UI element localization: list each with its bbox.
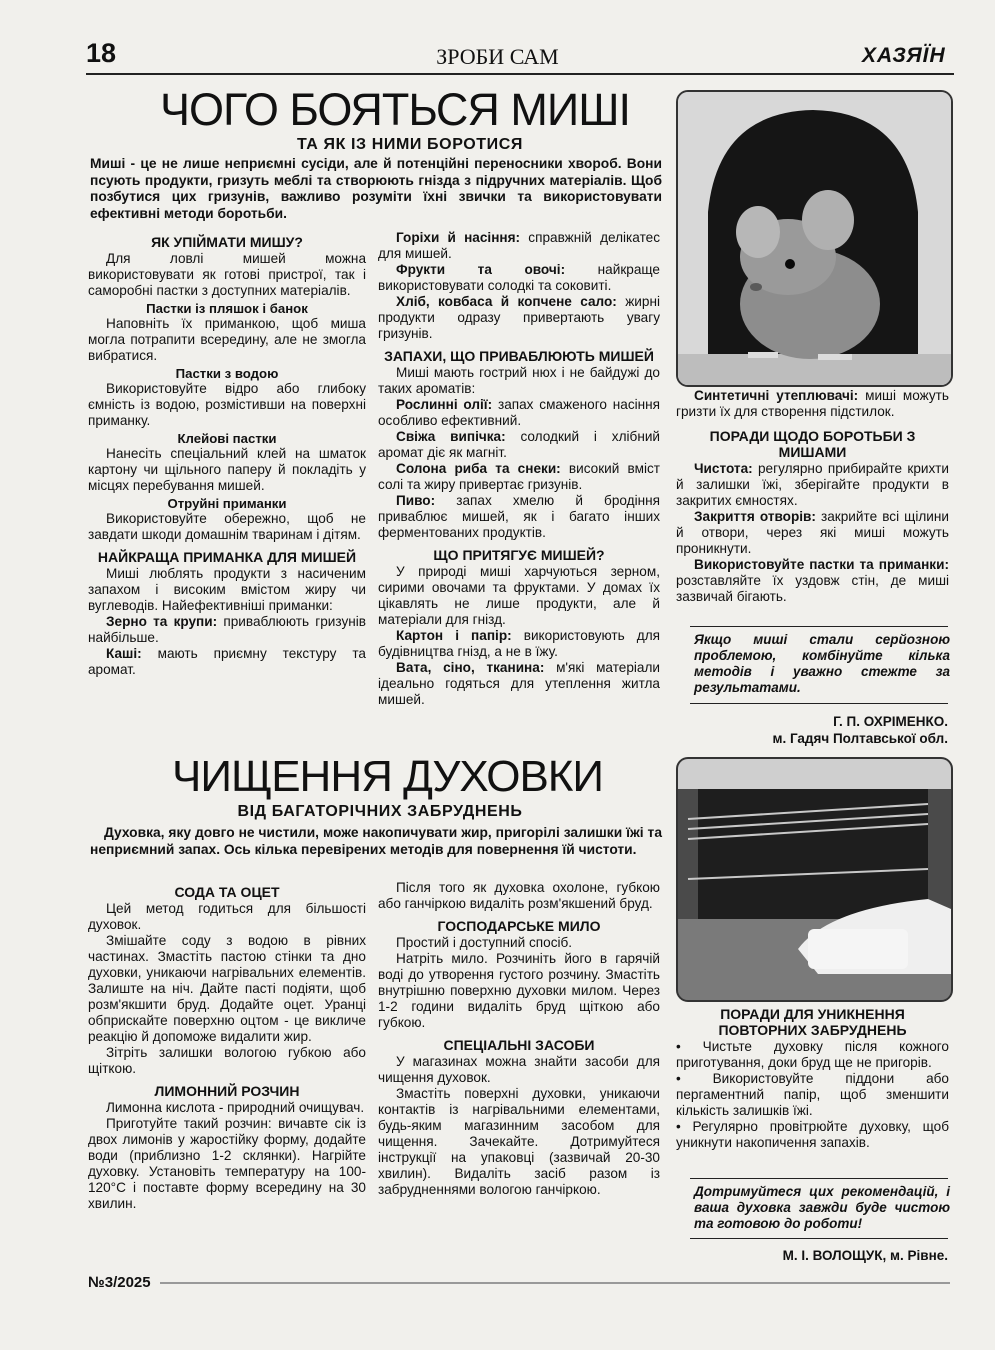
paragraph: Натріть мило. Розчиніть його в гарячій воді до утворення густого розчину. Змастіть внутрішню поверхню духовки милом. Через 1-2 години видаліть бруд щіткою або губкою. [378, 951, 660, 1030]
paragraph: Пиво: запах хмелю й бродіння приваблює мишей, як і багато інших ферментованих продуктів. [378, 493, 660, 540]
bullet-item: • Використовуйте піддони або пергаментний папір, щоб зменшити кількість залишків їжі. [676, 1071, 949, 1118]
paragraph: Для ловлі мишей можна використовувати як готові пристрої, так і саморобні пастки з доступних матеріалів. [88, 251, 366, 298]
paragraph: Картон і папір: використовують для будівництва гнізд, а не в їжу. [378, 628, 661, 659]
paragraph: Приготуйте такий розчин: вичавте сік із двох лимонів у жаростійку форму, додайте води (приблизно 1-2 склянки). Нагрійте духовку. Установіть температуру на 100-120°C і поставте форму всередину на 30 хвилин. [88, 1116, 366, 1211]
article2-column-2 [378, 880, 660, 1198]
paragraph: У природі миші харчуються зерном, сирими овочами та фруктами. У домах їх цікавлять не лише продукти, але й матеріали для гнізд. [378, 564, 660, 627]
article1-subtitle: ТА ЯК ІЗ НИМИ БОРОТИСЯ [296, 136, 524, 153]
article2-subtitle: ВІД БАГАТОРІЧНИХ ЗАБРУДНЕНЬ [237, 803, 523, 820]
article2-column-1 [88, 880, 366, 1212]
paragraph: Використовуйте пастки та приманки: розставляйте їх уздовж стін, де миші зазвичай бігають. [676, 557, 949, 604]
heading-attracts: ЩО ПРИТЯГУЄ МИШЕЙ? [433, 547, 605, 563]
note2-rule-bottom [690, 1238, 948, 1239]
paragraph: Лимонна кислота - природний очищувач. [106, 1100, 365, 1115]
paragraph: Змішайте соду з водою в рівних частинах. Змастіть пастою стінки та дно духовки, уникаючи нагрівальних елементів. Залиште на ніч. Дайте пасті подіяти, щоб розм'якшити бруд. Додайте оцет. Уранці обприскайте поверхню оцтом - це викличе реакцію й допоможе видалити жир. [88, 933, 366, 1044]
page-number: 18 [86, 38, 117, 68]
paragraph: Наповніть їх приманкою, щоб миша могла потрапити всередину, але не змогла вибратися. [88, 316, 366, 363]
paragraph: Простий і доступний спосіб. [396, 935, 573, 950]
paragraph: Нанесіть спеціальний клей на шматок картону чи щільного паперу й покладіть у місцях перебування мишей. [88, 446, 366, 493]
oven-illustration [678, 759, 951, 1000]
note2-rule-top [690, 1178, 948, 1179]
heading-soap: ГОСПОДАРСЬКЕ МИЛО [437, 918, 601, 934]
article2-title: ЧИЩЕННЯ ДУХОВКИ [172, 752, 604, 801]
paragraph: Синтетичні утеплювачі: миші можуть гризти їх для створення підстилок. [676, 388, 949, 419]
paragraph: Фрукти та овочі: найкраще використовувати солодкі та соковиті. [378, 262, 660, 293]
oven-photo [676, 757, 953, 1002]
paragraph: Зерно та крупи: приваблюють гризунів найбільше. [88, 614, 366, 645]
article1-column-3 [676, 388, 949, 605]
heading-lemon: ЛИМОННИЙ РОЗЧИН [154, 1083, 300, 1099]
paragraph: Зітріть залишки вологою губкою або щіткою. [88, 1045, 366, 1076]
paragraph: Після того як духовка охолоне, губкою або ганчіркою видаліть розм'якшений бруд. [378, 880, 660, 911]
paragraph: Миші люблять продукти з насиченим запахом і високим вмістом жиру чи вуглеводів. Найефективніші приманки: [88, 566, 366, 613]
paragraph: Солона риба та снеки: високий вміст солі та жиру привертає гризунів. [378, 461, 660, 492]
paragraph: Використовуйте відро або глибоку ємність із водою, розмістивши на поверхні приманку. [88, 381, 366, 428]
paragraph: У магазинах можна знайти засоби для чищення духовок. [378, 1054, 660, 1085]
paragraph: Закриття отворів: закрийте всі щілини й отвори, через які миші можуть проникнути. [676, 509, 949, 556]
heading-best-bait: НАЙКРАЩА ПРИМАНКА ДЛЯ МИШЕЙ [97, 549, 357, 565]
footer-rule [160, 1282, 950, 1284]
paragraph: Вата, сіно, тканина: м'які матеріали ідеально годяться для утеплення житла мишей. [378, 660, 660, 707]
heading-soda-vinegar: СОДА ТА ОЦЕТ [174, 884, 280, 900]
mouse-illustration [678, 92, 951, 385]
paragraph: Свіжа випічка: солодкий і хлібний аромат діє як магніт. [378, 429, 661, 460]
brand-logo: ХАЗЯЇН [862, 44, 946, 67]
paragraph: Рослинні олії: запах смаженого насіння особливо ефективний. [378, 397, 661, 428]
subheading-water-traps: Пастки з водою [175, 366, 279, 381]
paragraph: Використовуйте обережно, щоб не завдати шкоди домашнім тваринам і дітям. [88, 511, 366, 542]
article2-author: М. І. ВОЛОЩУК, м. Рівне. [782, 1248, 948, 1263]
subheading-glue-traps: Клейові пастки [177, 431, 277, 446]
paragraph: Змастіть поверхні духовки, уникаючи контактів із нагрівальними елементами, будь-яким магазинним засобом для чищення. Зачекайте. Дотримуйтеся інструкції на упаковці (зазвичай 20-30 хвилин). Видаліть засіб разом із забрудненнями вологою ганчіркою. [378, 1086, 660, 1197]
paragraph: Каші: мають приємну текстуру та аромат. [88, 646, 366, 677]
issue-number: №3/2025 [88, 1274, 151, 1291]
heading-catch-mouse: ЯК УПІЙМАТИ МИШУ? [151, 234, 303, 250]
article1-author: Г. П. ОХРІМЕНКО. [833, 714, 948, 729]
article1-column-2 [378, 230, 660, 708]
section-title: ЗРОБИ САМ [436, 44, 559, 69]
subheading-poison-baits: Отруйні приманки [167, 496, 287, 511]
paragraph: Горіхи й насіння: справжній делікатес для мишей. [378, 230, 660, 261]
heading-special: СПЕЦІАЛЬНІ ЗАСОБИ [443, 1037, 595, 1053]
heading-prevention-tips: ПОРАДИ ДЛЯ УНИКНЕННЯ ПОВТОРНИХ ЗАБРУДНЕНЬ [718, 1006, 907, 1038]
article1-title: ЧОГО БОЯТЬСЯ МИШІ [160, 84, 630, 135]
article1-place: м. Гадяч Полтавської обл. [772, 731, 948, 746]
note-rule-bottom [690, 703, 948, 704]
paragraph: Чистота: регулярно прибирайте крихти й залишки їжі, зберігайте продукти в закритих ємностях. [676, 461, 949, 508]
paragraph: Цей метод годиться для більшості духовок. [88, 901, 366, 932]
article1-column-1 [88, 230, 366, 678]
paragraph: Миші мають гострий нюх і не байдужі до таких ароматів: [378, 365, 660, 396]
article1-note: Якщо миші стали серйозною проблемою, комбінуйте кілька методів і уважно стежте за результатами. [694, 632, 950, 695]
bullet-item: • Регулярно провітрюйте духовку, щоб уникнути накопичення запахів. [676, 1119, 949, 1150]
header-rule [86, 73, 954, 75]
paragraph: Хліб, ковбаса й копчене сало: жирні продукти одразу привертають увагу гризунів. [378, 294, 660, 341]
article1-lead: Миші - це не лише неприємні сусіди, але й потенційні переносники хвороб. Вони псують продукти, гризуть меблі та створюють гнізда з підручних матеріалів. Щоб позбутися цих гризунів, важливо розуміти їхні звички та використовувати ефективні методи боротьби. [90, 156, 662, 221]
mouse-photo [676, 90, 953, 387]
heading-fight-tips: ПОРАДИ ЩОДО БОРОТЬБИ З МИШАМИ [709, 428, 916, 460]
article2-note: Дотримуйтеся цих рекомендацій, і ваша духовка завжди буде чистою та готовою до роботи! [694, 1184, 950, 1231]
article2-lead: Духовка, яку довго не чистили, може накопичувати жир, пригорілі залишки їжі та неприємний запах. Ось кілька перевірених методів для повернення їй чистоти. [90, 825, 662, 857]
article2-column-3 [676, 1006, 949, 1151]
heading-smells: ЗАПАХИ, ЩО ПРИВАБЛЮЮТЬ МИШЕЙ [384, 348, 654, 364]
subheading-bottle-traps: Пастки із пляшок і банок [146, 301, 308, 316]
bullet-item: • Чистьте духовку після кожного приготування, доки бруд ще не пригорів. [676, 1039, 949, 1070]
note-rule-top [690, 626, 948, 627]
